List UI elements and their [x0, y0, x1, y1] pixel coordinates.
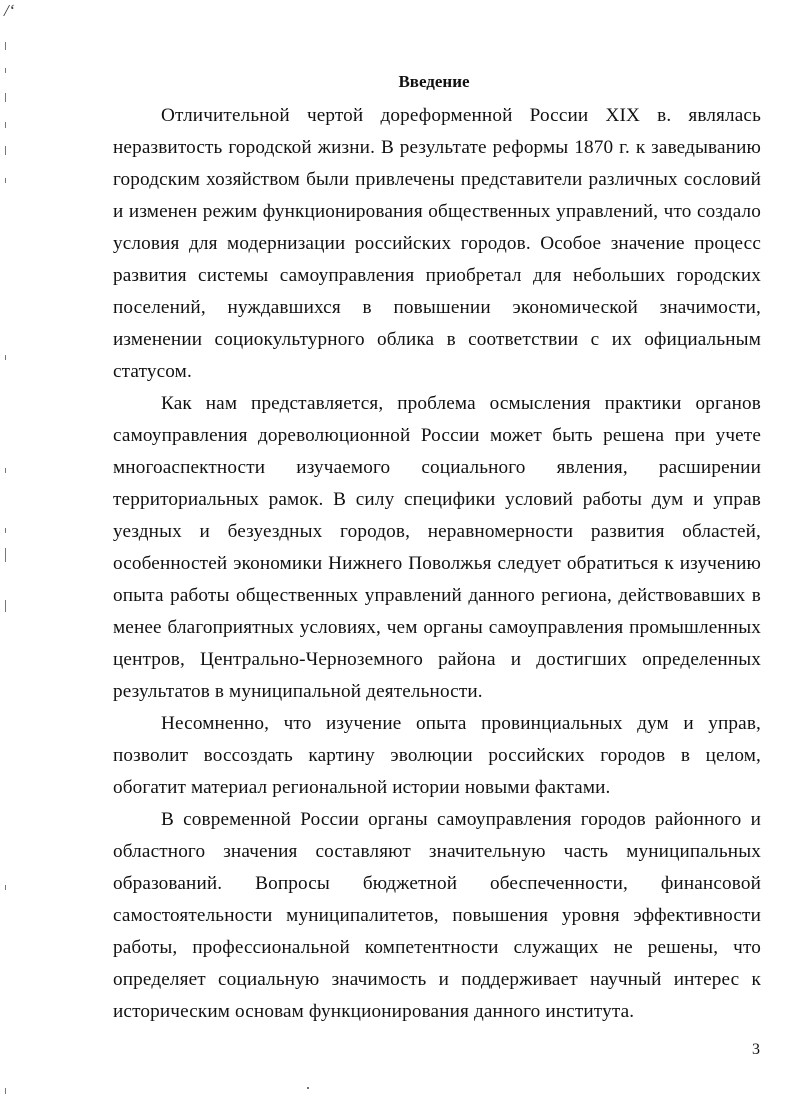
scan-artifact-mark — [5, 468, 6, 473]
paragraph: Отличительной чертой дореформенной России XIX в. являлась неразвитость городской жизни. В результате реформы 1870 г. к заведыванию городским хозяйством были привлечены представители различных сословий и изменен режим функционирования общественных управлений, что создало условия для модернизации российских городов. Особое значение процесс развития системы самоуправления приобретал для небольших городских поселений, нуждавшихся в повышении экономической значимости, изменении социокультурного облика в соответствии с их официальным статусом. — [113, 105, 761, 382]
scan-artifact-mark — [5, 548, 6, 562]
scan-artifact-dot — [307, 1087, 309, 1089]
scan-artifact-mark — [5, 122, 6, 128]
paragraph: Несомненно, что изучение опыта провинциальных дум и управ, позволит воссоздать картину эволюции российских городов в целом, обогатит материал региональной истории новыми фактами. — [113, 713, 761, 798]
scan-artifact-mark — [5, 885, 6, 890]
document-body — [113, 100, 761, 1028]
paragraph: Как нам представляется, проблема осмысления практики органов самоуправления дореволюционной России может быть решена при учете многоаспектности изучаемого социального явления, расширении территориальных рамок. В силу специфики условий работы дум и управ уездных и безуездных городов, неравномерности развития областей, особенностей экономики Нижнего Поволжья следует обратиться к изучению опыта работы общественных управлений данного региона, действовавших в менее благоприятных условиях, чем органы самоуправления промышленных центров, Центрально-Черноземного района и достигших определенных результатов в муниципальной деятельности. — [113, 393, 761, 702]
scan-artifact-mark — [5, 528, 6, 533]
paragraph: В современной России органы самоуправления городов районного и областного значения составляют значительную часть муниципальных образований. Вопросы бюджетной обеспеченности, финансовой самостоятельности муниципалитетов, повышения уровня эффективности работы, профессиональной компетентности служащих не решены, что определяет социальную значимость и поддерживает научный интерес к историческим основам функционирования данного института. — [113, 809, 761, 1022]
scan-artifact-mark — [5, 355, 6, 360]
scan-artifact-mark — [5, 600, 6, 612]
scan-artifact-mark — [5, 178, 6, 183]
scan-artifact-mark — [5, 146, 6, 155]
scan-artifact-mark — [5, 42, 6, 50]
scan-artifact-mark: /‘ — [4, 1, 15, 20]
scan-artifact-mark — [5, 93, 6, 102]
scan-margin-marks — [0, 0, 20, 1105]
document-title: Введение — [398, 72, 470, 91]
page-number: 3 — [752, 1041, 760, 1058]
scan-artifact-mark — [5, 1088, 6, 1094]
